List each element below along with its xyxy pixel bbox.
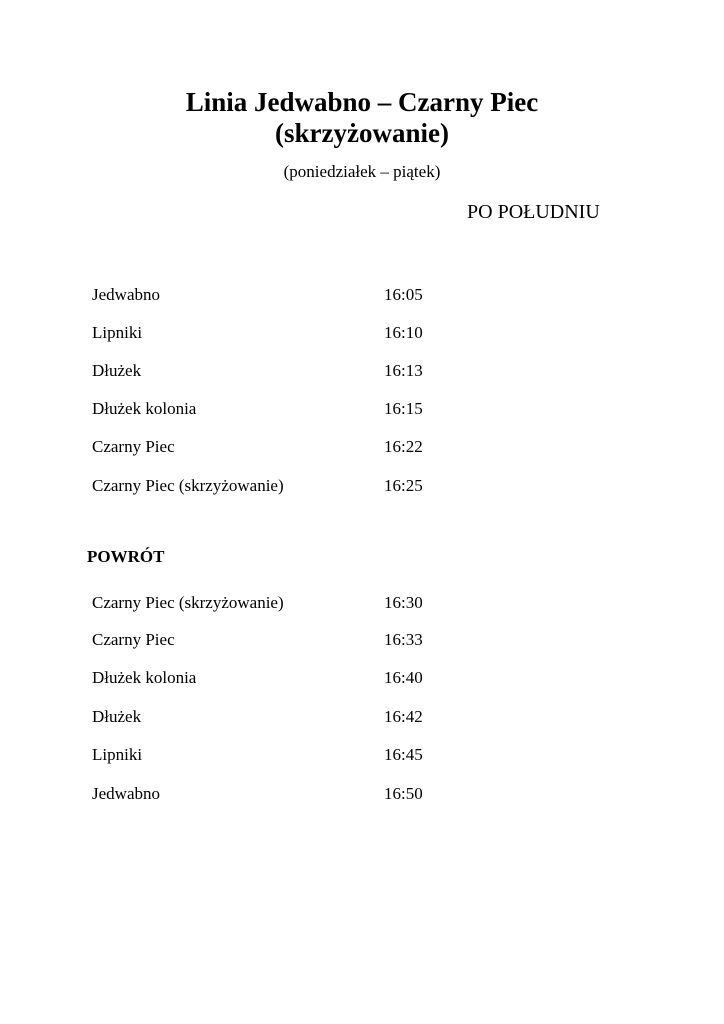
departure-time: 16:30 [384, 593, 423, 612]
stop-name: Dłużek kolonia [92, 399, 197, 418]
return-row [0, 592, 724, 614]
departure-time: 16:05 [384, 285, 423, 304]
days-subtitle: (poniedziałek – piątek) [283, 162, 441, 181]
departure-time: 16:25 [384, 476, 423, 495]
stop-name: Lipniki [92, 323, 143, 342]
stop-name: Jedwabno [92, 784, 160, 803]
departure-time: 16:13 [384, 361, 423, 380]
stop-name: Czarny Piec [92, 630, 175, 649]
departure-time: 16:10 [384, 323, 423, 342]
stop-name: Dłużek [92, 361, 142, 380]
departure-time: 16:40 [384, 668, 423, 687]
stop-name: Dłużek kolonia [92, 668, 197, 687]
stop-name: Czarny Piec (skrzyżowanie) [92, 476, 284, 495]
outbound-row [0, 398, 724, 420]
outbound-row [0, 436, 724, 458]
period-label: PO POŁUDNIU [467, 201, 600, 223]
return-heading: POWRÓT [87, 547, 165, 566]
return-row [0, 706, 724, 728]
departure-time: 16:42 [384, 707, 423, 726]
departure-time: 16:50 [384, 784, 423, 803]
stop-name: Lipniki [92, 745, 143, 764]
return-row [0, 783, 724, 805]
outbound-row [0, 322, 724, 344]
stop-name: Czarny Piec [92, 437, 175, 456]
outbound-row [0, 360, 724, 382]
stop-name: Dłużek [92, 707, 142, 726]
return-row [0, 744, 724, 766]
page-title-line1: Linia Jedwabno – Czarny Piec [185, 87, 539, 117]
stop-name: Czarny Piec (skrzyżowanie) [92, 593, 284, 612]
departure-time: 16:15 [384, 399, 423, 418]
departure-time: 16:22 [384, 437, 423, 456]
stop-name: Jedwabno [92, 285, 160, 304]
page-title-line2: (skrzyżowanie) [275, 118, 449, 148]
outbound-row [0, 475, 724, 497]
return-row [0, 629, 724, 651]
departure-time: 16:33 [384, 630, 423, 649]
departure-time: 16:45 [384, 745, 423, 764]
return-row [0, 667, 724, 689]
outbound-row [0, 284, 724, 306]
